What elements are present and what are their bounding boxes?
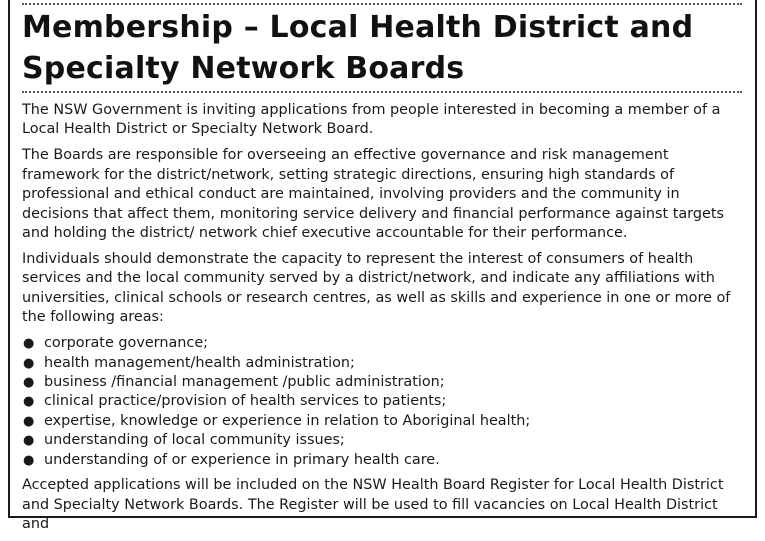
list-item — [22, 451, 744, 470]
list-item-label: business /financial management /public administration; — [44, 374, 445, 391]
title-dotted-divider — [22, 91, 742, 93]
list-item-label: expertise, knowledge or experience in relation to Aboriginal health; — [44, 412, 531, 429]
list-item-label: clinical practice/provision of health services to patients; — [44, 393, 447, 410]
bullet-icon: ● — [23, 394, 35, 410]
intro-paragraph: The NSW Government is inviting applications from people interested in becoming a member of a Local Health District or Specialty Network Board. — [22, 102, 721, 138]
page-title: Membership – Local Health District and Specialty Network Boards — [22, 10, 694, 86]
top-dotted-divider — [22, 3, 742, 5]
closing-paragraph: Accepted applications will be included on the NSW Health Board Register for Local Health District and Specialty Network Boards. The Register will be used to fill vacancies on Local Health District and — [22, 477, 724, 532]
responsibilities-paragraph: The Boards are responsible for overseeing an effective governance and risk management framework for the district/network, setting strategic directions, ensuring high standards of professional and ethical conduct are maintained, involving providers and the community in decisions that affect them, monitoring service delivery and financial performance against targets and holding the district/ network chief executive accountable for their performance. — [22, 147, 724, 242]
list-item — [22, 334, 744, 353]
skill-areas-list — [22, 334, 744, 470]
list-item-label: understanding of or experience in primary health care. — [44, 451, 440, 468]
list-item-label: health management/health administration; — [44, 354, 355, 371]
bullet-icon: ● — [23, 355, 35, 371]
list-item — [22, 373, 744, 392]
bullet-icon: ● — [23, 336, 35, 352]
bullet-icon: ● — [23, 413, 35, 429]
list-item-label: understanding of local community issues; — [44, 432, 345, 449]
bullet-icon: ● — [23, 375, 35, 391]
bullet-icon: ● — [23, 433, 35, 449]
list-item — [22, 431, 744, 450]
notice-body — [22, 101, 744, 541]
list-item — [22, 412, 744, 431]
list-item — [22, 354, 744, 373]
list-item-label: corporate governance; — [44, 335, 209, 352]
eligibility-paragraph: Individuals should demonstrate the capacity to represent the interest of consumers of health services and the local community served by a district/network, and indicate any affiliations with universities, clinical schools or research centres, as well as skills and experience in one or more of the following areas: — [22, 251, 731, 326]
bullet-icon: ● — [23, 452, 35, 468]
list-item — [22, 392, 744, 411]
